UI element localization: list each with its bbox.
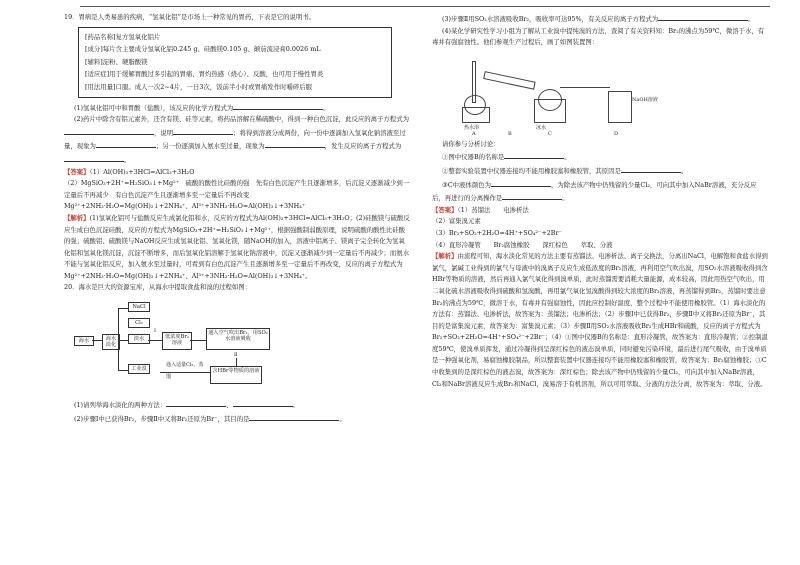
sub-q3: ③C中液体颜色为 ，为除去该产物中仍残留的少量Cl₂，可向其中加入NaBr溶液，充分反应后，再进行的分离操作是 。 bbox=[432, 178, 768, 205]
q20-analysis: 【解析】由流程可知，海水淡化常见的方法主要有蒸馏法、电渗析法、离子交换法，分离出NaCl，电解饱和食盐水得到氯气，氯碱工业得到的氯气与母液中的溴离子反应生成低浓度的Br₂溶液，再利用空气吹出溴，用SO₂水溶液吸收得到含HBr等物质的溶液，然后再通入氯气氧化得到溴单质，此时蒸馏需要消耗大量能源，成本较高，因此用热空气吹出，用二氧化硫水溶液吸收得到硫酸和氢溴酸，再用氯气氧化氢溴酸得到较大浓度的Br₂溶液，再蒸馏得到Br₂，蒸馏时要注意Br₂的沸点为59℃，微溶于水，有毒并有强腐蚀性，因此应控制好温度，整个过程中不能使用橡胶管。（1）海水淡化的方法有：蒸馏法、电渗析法，故答案为：蒸馏法；电渗析法；（2）步骤Ⅰ中已获得Br₂，步骤Ⅱ中又将Br₂还原为Br⁻，其目的是富集溴元素，故答案为：富集溴元素；（3）步骤Ⅱ用SO₂水溶液吸收Br₂生成HBr和硫酸，反应的离子方程式为Br₂+SO₂+2H₂O=4H⁺+SO₄²⁻+2Br⁻；（4）①图中仪器B的名称是：直形冷凝管，故答案为：直形冷凝管；②控制温度59℃，使溴单质挥发，通过冷凝得到呈深红棕色的液态溴单质，同时避免污染环境，最后进行尾气吸收，由于溴单质是一种强氧化剂，易腐蚀橡胶制品，所以整套装置中仪器连接均不能用橡胶塞和橡胶管，故答案为：Br₂腐蚀橡胶；③C中收集到的是深红棕色的液态溴，故答案为：深红棕色；除去该产物中仍残留的少量Cl₂，可向其中加入NaBr溶液，Cl₂和NaBr溶液反应生成Br₂和NaCl，溴易溶于有机溶剂，所以可用萃取、分液的方法分离，故答案为：萃取、分液。 bbox=[432, 252, 768, 388]
q19-answer-2: （2）MgSiO₃+2H⁺=H₂SiO₃↓+Mg²⁺ 硫酸的酸性比硅酸的强 先有白色沉淀产生且逐渐增多，后沉淀又逐渐减少到一定量后不再减少 有白色沉淀产生且逐渐增多至一定量后不再改变 bbox=[64, 179, 410, 199]
step-cl2-label: 通入适量Cl₂，蒸馏 bbox=[166, 362, 204, 380]
q20-part3: (3)步骤Ⅱ用SO₂水溶液吸收Br₂，吸收率可达95%，有关反应的离子方程式为 。 bbox=[432, 12, 768, 26]
q20-answer: 【答案】（1）蒸馏法 电渗析法 bbox=[432, 205, 529, 214]
answer-blank bbox=[502, 191, 562, 200]
arrow-line bbox=[190, 340, 206, 341]
q20-answer-3: （3）Br₂+SO₂+2H₂O=4H⁺+SO₄²⁻+2Br⁻ bbox=[432, 228, 562, 237]
box-line-3: [辅料]淀粉、硬脂酸镁 bbox=[85, 57, 148, 66]
box-line-1: [药品名称]复方氢氧化铝片 bbox=[85, 32, 161, 41]
arrow-line bbox=[118, 370, 128, 371]
node-air-blow: 通入空气吹出Br₂，用SO₂水溶液吸收 bbox=[206, 328, 270, 350]
hot-water-label: 热水浴 bbox=[464, 124, 480, 131]
q20-part2: (2)步骤Ⅰ中已获得Br₂，步骤Ⅱ中又将Br₂还原为Br⁻，其目的是 。 bbox=[64, 412, 410, 426]
label-b: B bbox=[508, 130, 512, 137]
condenser-b bbox=[483, 71, 536, 90]
box-line-5: [用法用量]口服。成人一次2~4片，一日3次，饭前半小时或胃痛发作时嚼碎后服 bbox=[85, 82, 313, 91]
drug-instructions-box bbox=[78, 27, 392, 98]
ice-water-bath bbox=[534, 99, 566, 123]
node-seawater: 海水 bbox=[74, 336, 94, 346]
arrow-line bbox=[148, 340, 162, 341]
q20-heading: 20．海水是巨大的资源宝库，从海水中提取食盐和溴的过程如图： bbox=[64, 283, 252, 292]
q20-answer-2: （2）富集溴元素 bbox=[432, 217, 481, 226]
sub-q2: ②整套实验装置中仪器连接均不能用橡胶塞和橡胶管，其原因是 。 bbox=[432, 164, 768, 178]
answer-blank bbox=[64, 126, 154, 135]
node-cl2: Cl₂ bbox=[128, 318, 150, 328]
answer-blank bbox=[233, 398, 293, 407]
node-fresh-water: 淡水 bbox=[128, 334, 150, 344]
analysis-tag: 【解析】 bbox=[64, 213, 90, 222]
label-c: C bbox=[548, 130, 552, 137]
sub-q1: ①图中仪器B的名称是 。 bbox=[432, 150, 768, 164]
box-line-2: [成分]每片含主要成分氢氧化铝0.245 g、硅酸镁0.105 g、颠茄流浸膏0.0026 mL bbox=[85, 45, 321, 54]
answer-blank bbox=[658, 12, 748, 21]
answer-blank bbox=[265, 139, 325, 148]
step-1-label: Ⅰ bbox=[154, 328, 156, 335]
q19-answer-3: Mg²⁺+2NH₃·H₂O=Mg(OH)₂↓+2NH₄⁺、Al³⁺+3NH₃·H₂O=Al(OH)₃↓+3NH₄⁺ bbox=[64, 202, 306, 211]
answer-blank bbox=[249, 412, 339, 421]
naoh-label: NaOH溶液 bbox=[632, 96, 658, 103]
q19-heading: 19．胃病是人类易患的疾病，“氢氧化铝”是市场上一种常见的胃药，下表是它的说明书。 bbox=[64, 13, 316, 21]
right-column bbox=[432, 12, 768, 390]
answer-blank bbox=[504, 150, 564, 159]
q20-answer-4: （4）直形冷凝管 Br₂腐蚀橡胶 深红棕色 萃取、分液 bbox=[432, 240, 613, 249]
analysis-tag: 【解析】 bbox=[432, 252, 458, 261]
answer-blank bbox=[621, 164, 681, 173]
answer-tag: 【答案】 bbox=[432, 205, 458, 214]
ice-water-label: 冰水 bbox=[536, 124, 547, 131]
branch-line bbox=[118, 308, 119, 370]
lab-apparatus-figure bbox=[462, 51, 662, 135]
node-low-br2: 低浓度Br₂溶液 bbox=[162, 332, 192, 350]
node-nacl: NaCl bbox=[128, 302, 150, 312]
answer-blank bbox=[491, 178, 551, 187]
q20-part1: (1)请列举海水淡化的两种方法： 、 。 bbox=[64, 398, 410, 412]
node-hbr-solution: 含HBr等物质的溶液 bbox=[210, 366, 262, 384]
seawater-process-diagram bbox=[70, 296, 410, 396]
header-rule bbox=[80, 6, 770, 7]
box-line-4: [适应症]用于缓解胃酸过多引起的胃痛、胃灼热感（烧心）、反酸，也可用于慢性胃炎 bbox=[85, 70, 324, 79]
discussion-intro: 请你参与分析讨论： bbox=[442, 139, 500, 148]
q20-part4: (4)某化学研究性学习小组为了解从工业溴中提纯溴的方法，查阅了有关资料知：Br₂的沸点为59℃，微溶于水，有毒并有强腐蚀性。他们参观生产过程后，画了如图装置图： bbox=[432, 26, 765, 47]
q19-analysis: 【解析】(1)氢氧化铝可与盐酸反应生成氯化铝和水，反应的方程式为Al(OH)₃+3HCl=AlCl₃+3H₂O；(2)硅酸镁与硫酸反应生成白色沉淀硅酸，反应的方程式为MgSiO₃+2H⁺=H₂SiO₃↓+Mg²⁺，根据强酸制弱酸原理，说明硫酸的酸性比硅酸的强；硫酸铝、硫酸镁与NaOH反应生成氢氧化铝、氢氧化镁，随NaOH的加入，溶液中铝离子、镁离子完全转化为氢氧化铝和氢氧化镁沉淀，沉淀不断增多，而后氢氧化铝溶解于氢氧化钠溶液中，沉淀又逐渐减少到一定量后不再减少；而氨水不能与氢氧化铝反应，加入氨水至过量时，可看到有白色沉淀产生且逐渐增多至一定量后不再改变，反应的离子方程式为Mg²⁺+2NH₃·H₂O=Mg(OH)₂↓+2NH₄⁺、Al³⁺+3NH₃·H₂O=Al(OH)₃↓+3NH₄⁺。 bbox=[64, 213, 410, 280]
answer-blank bbox=[166, 398, 226, 407]
node-desalination: 海水淡化 bbox=[102, 334, 120, 350]
answer-blank bbox=[173, 126, 233, 135]
arrow-line bbox=[118, 308, 128, 309]
answer-blank bbox=[96, 139, 156, 148]
answer-blank bbox=[64, 153, 124, 162]
label-a: A bbox=[472, 130, 476, 137]
label-d: D bbox=[614, 130, 619, 137]
left-column bbox=[64, 12, 410, 425]
arrow-line bbox=[92, 340, 102, 341]
tube bbox=[560, 87, 610, 89]
absorber-d bbox=[608, 91, 632, 123]
q19-part2: (2)药片中除含有铝元素外，还含有镁、硅等元素，将药品溶解在稀硫酸中，得到一种白色沉淀，此反应的离子方程式为，说明 ；将得到溶液分成两份，向一份中逐滴加入氢氧化钠溶液至过量，现象为 ；另一份逐滴加入氨水至过量，现象为 ，发生反应的离子方程式为。 bbox=[64, 115, 409, 164]
node-product: 工业溴 bbox=[128, 364, 150, 374]
arrow-line bbox=[236, 358, 237, 366]
arrow-line bbox=[118, 340, 128, 341]
step-2-label: Ⅱ bbox=[234, 352, 238, 359]
answer-blank bbox=[233, 101, 323, 110]
q19-answer: 【答案】（1）Al(OH)₃+3HCl=AlCl₃+3H₂O bbox=[64, 167, 195, 176]
answer-tag: 【答案】 bbox=[64, 167, 90, 176]
q19-part1: (1)氢氧化铝可中和胃酸（盐酸），该反应的化学方程式为 。 bbox=[64, 101, 410, 115]
hot-water-bath bbox=[462, 107, 490, 123]
